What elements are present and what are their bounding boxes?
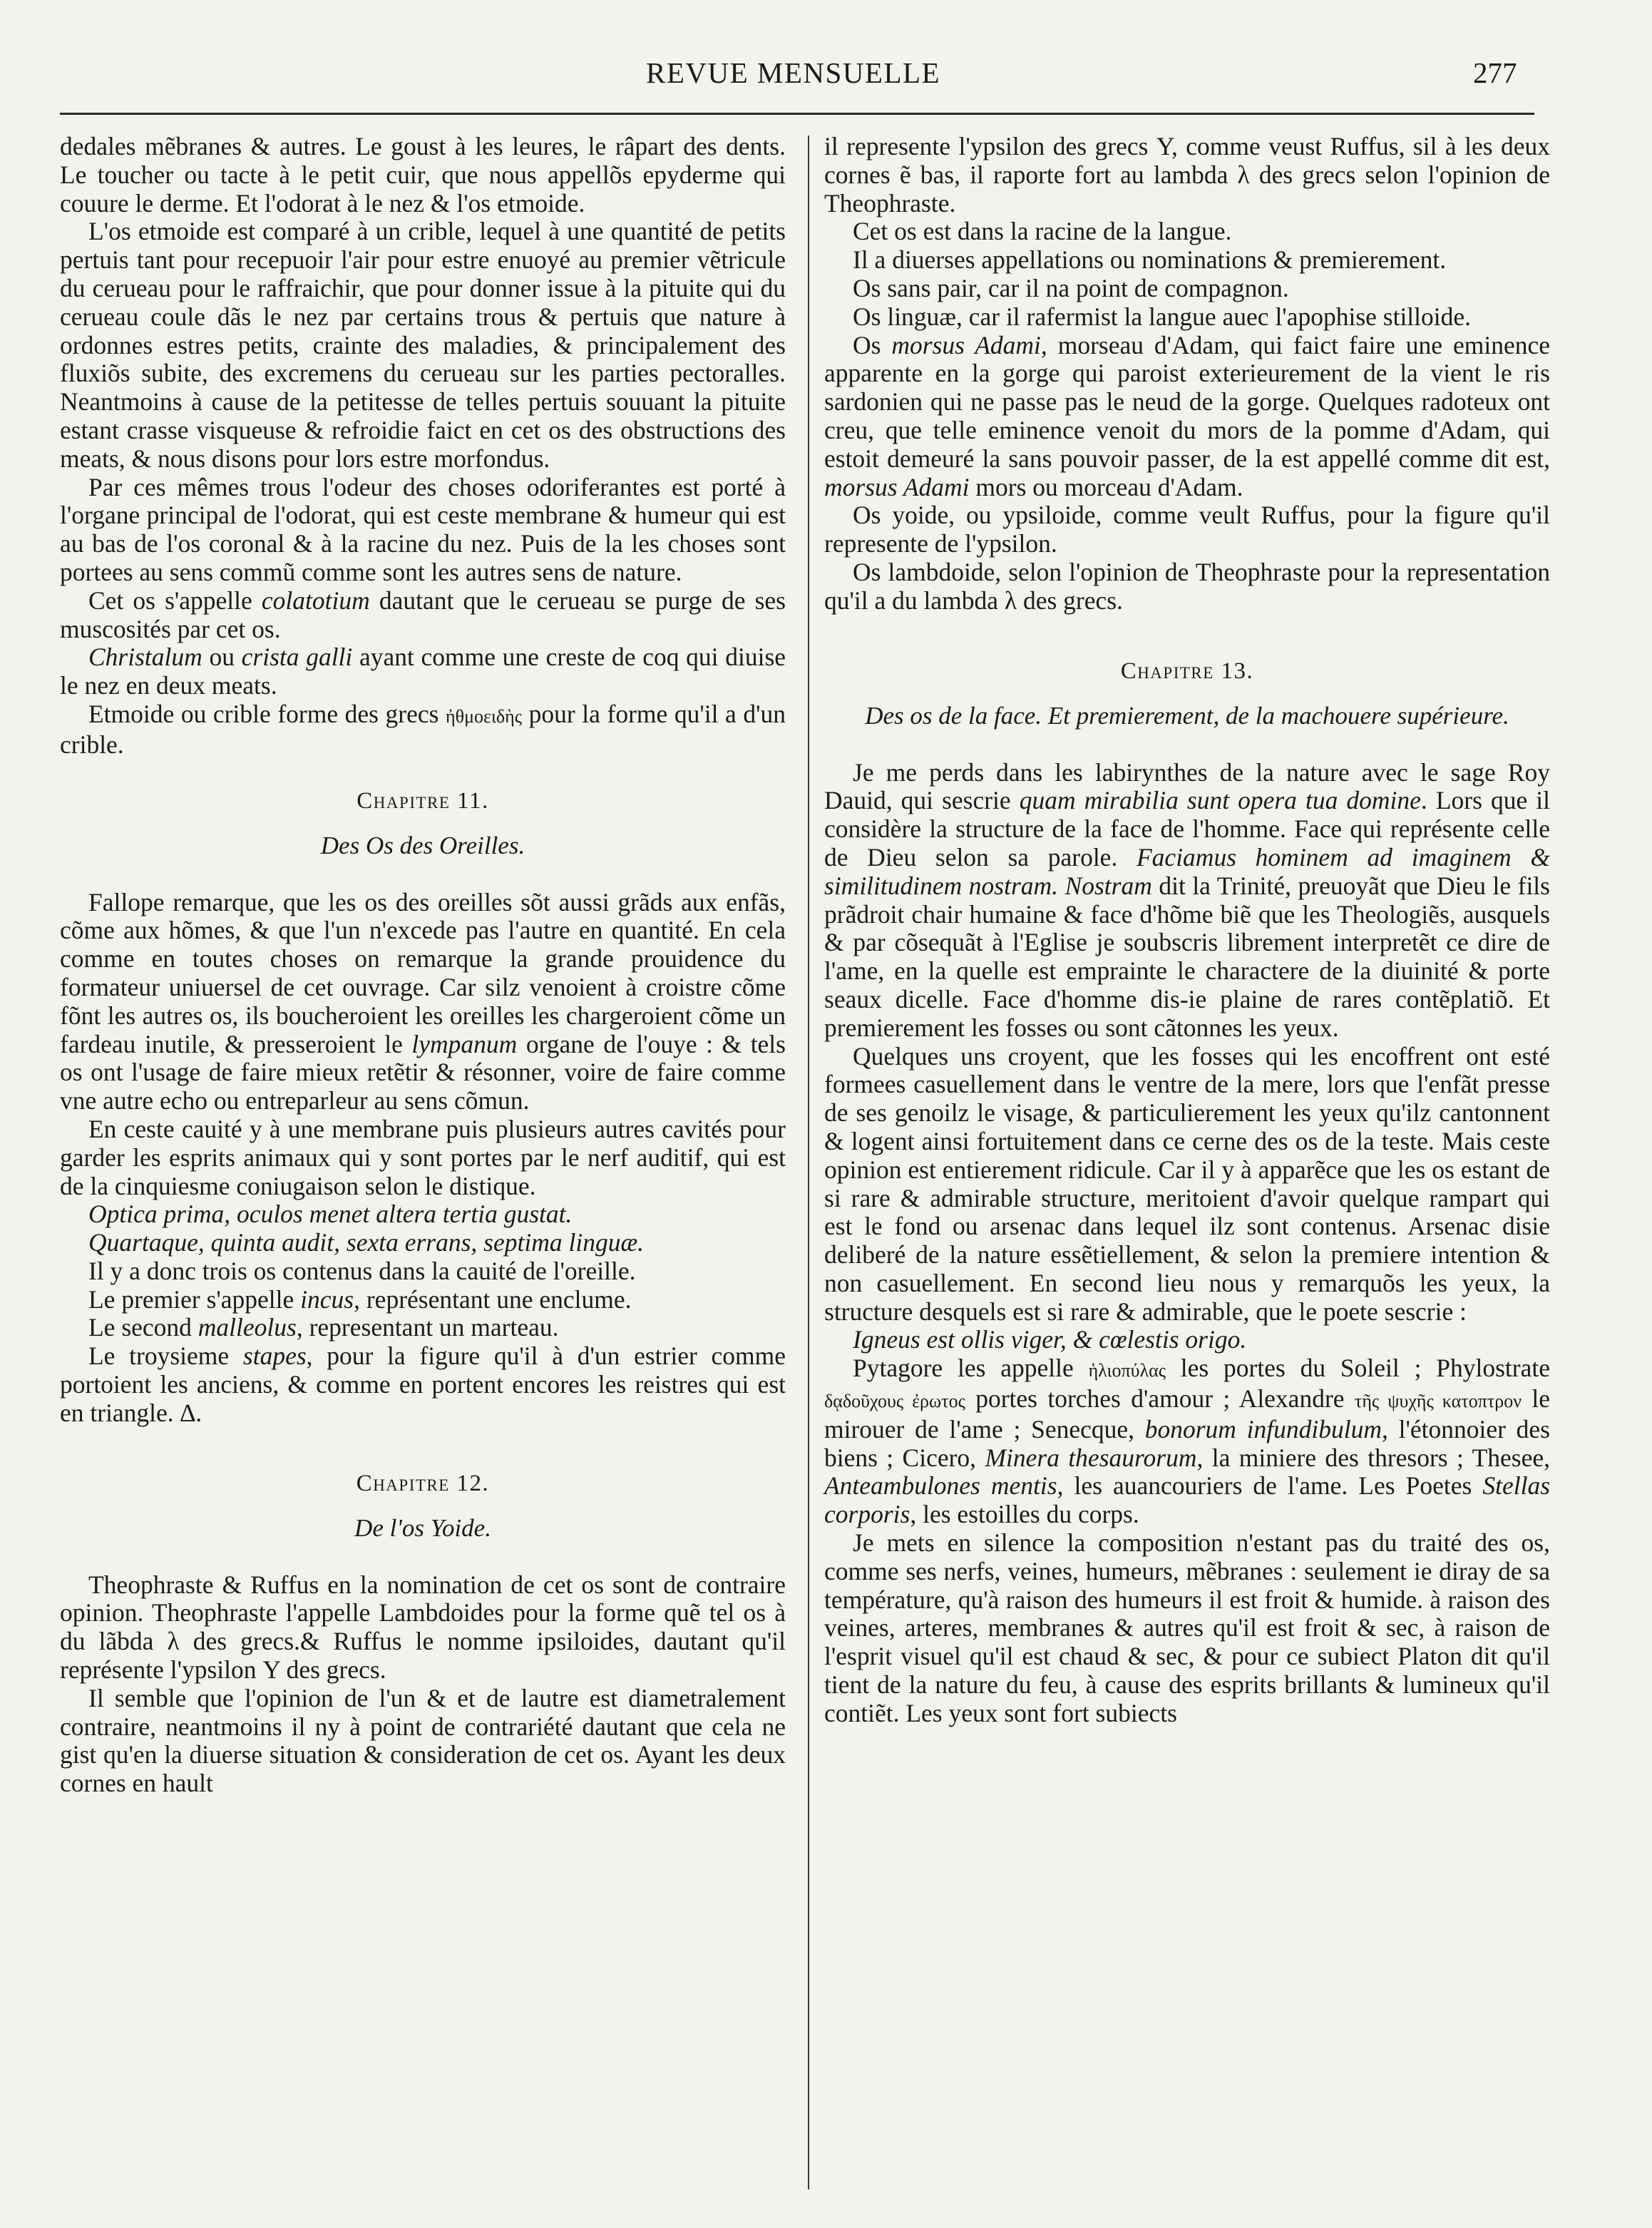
paragraph: Pytagore les appelle ἡλιοπύλας les portes du Soleil ; Phylostrate δᾳδοῦχους ἐρωτος portes torches d'amour ; Alexandre τῆς ψυχῆς κατοπτρον le mirouer de l'ame ; Senecque, bonorum infundibulum, l'étonnoier des biens ; Cicero, Minera thesaurorum, la miniere des thresors ; Thesee, Anteambulones mentis, les auancouriers de l'ame. Les Poetes Stellas corporis, les estoilles du corps. [824, 1354, 1551, 1529]
paragraph: Par ces mêmes trous l'odeur des choses odoriferantes est porté à l'organe principal de l'odorat, qui est ceste membrane & humeur qui est au bas de l'os coronal & à la racine du nez. Puis de la les choses sont portees au sens commũ comme sont les autres sens de nature. [60, 472, 786, 586]
right-column [824, 133, 1550, 1728]
paragraph: Os morsus Adami, morseau d'Adam, qui faict faire une eminence apparente en la gorge qui paroist exterieurement de la vient le ris sardonien qui ne passe pas le neud de la gorge. Quelques radoteux ont creu, que telle eminence venoit du mors de la pomme d'Adam, qui estoit demeuré la sans pouvoir passer, de la est appellé comme dit est, morsus Adami mors ou morceau d'Adam. [824, 330, 1550, 501]
paragraph: Il y a donc trois os contenus dans la cauité de l'oreille. [88, 1256, 636, 1285]
paragraph: Je mets en silence la composition n'estant pas du traité des os, comme ses nerfs, veines, humeurs, mẽbranes : seulement ie diray de sa température, qu'à raison des humeurs il est froit & humide. à raison des veines, arteres, membranes & autres qu'il est froit & sec, à raison de l'esprit visuel qu'il est chaud & sec, & pour ce subiect Platon dit qu'il tient de la nature du feu, à cause des esprits brillants & lumineux qu'il contiẽt. Les yeux sont fort subiects [824, 1528, 1550, 1727]
chapter-title: Des os de la face. Et premierement, de la machouere supérieure. [865, 701, 1509, 730]
paragraph: Cet os est dans la racine de la langue. [853, 217, 1232, 246]
verse-line: Quartaque, quinta audit, sexta errans, septima linguæ. [88, 1228, 645, 1257]
paragraph: Etmoide ou crible forme des grecs ἠθμοειδὴς pour la forme qu'il a d'un crible. [60, 699, 786, 759]
paragraph: Le second malleolus, representant un marteau. [88, 1313, 559, 1342]
paragraph: Theophraste & Ruffus en la nomination de cet os sont de contraire opinion. Theophraste l'appelle Lambdoides pour la forme quẽ tel os à du lãbda λ des grecs.& Ruffus le nomme ipsiloides, dautant qu'il représente l'ypsilon Υ des grecs. [60, 1570, 786, 1685]
paragraph: Il a diuerses appellations ou nominations & premierement. [853, 245, 1447, 275]
paragraph: Os lambdoide, selon l'opinion de Theophraste pour la representation qu'il a du lambda λ des grecs. [824, 557, 1550, 615]
header-rule [60, 113, 1534, 115]
chapter-heading: Chapitre 11. [356, 787, 489, 814]
running-head: REVUE MENSUELLE [646, 56, 941, 89]
paragraph: Fallope remarque, que les os des oreilles sõt aussi grãds aux enfãs, cõme aux hõmes, & que l'un n'excede pas l'autre en quantité. En cela comme en toutes choses on remarque la grande prouidence du formateur uniuersel de cet ouvrage. Car silz venoient à croistre cõme fõnt les autres os, ils boucheroient les oreilles les chargeroient cõme un fardeau inutile, & presseroient le lympanum organe de l'ouye : & tels os ont l'usage de faire mieux retẽtir & résonner, voire de faire comme vne autre echo ou entreparleur au sens cõmun. [60, 887, 786, 1115]
paragraph: dedales mẽbranes & autres. Le goust à les leures, le râpart des dents. Le toucher ou tacte à le petit cuir, que nous appellõs epyderme qui couure le derme. Et l'odorat à le nez & l'os etmoide. [60, 132, 786, 218]
verse-line: Optica prima, oculos menet altera tertia gustat. [88, 1200, 573, 1229]
paragraph: Le premier s'appelle incus, représentant une enclume. [88, 1284, 632, 1314]
chapter-title: Des Os des Oreilles. [320, 831, 525, 859]
paragraph: L'os etmoide est comparé à un crible, lequel à une quantité de petits pertuis tant pour recepuoir l'air pour estre enuoyé au premier vẽtricule du cerueau pour le raffraichir, que pour donner issue à la pituite qui du cerueau coule dãs le nez par certains trous & pertuis que nature à ordonnes estres petits, crainte des maladies, & principalement des fluxiõs subite, des excremens du cerueau sur les parties pectoralles. Neantmoins à cause de la petitesse de telles pertuis souuant la pituite estant crasse visqueuse & refroidie faict en cet os des obstructions des meats, & nous disons pour lors estre morfondus. [60, 217, 786, 473]
paragraph: Os yoide, ou ypsiloide, comme veult Ruffus, pour la figure qu'il represente de l'ypsilon. [824, 501, 1550, 558]
paragraph: Os linguæ, car il rafermist la langue auec l'apophise stilloide. [853, 302, 1472, 331]
paragraph: il represente l'ypsilon des grecs Υ, comme veust Ruffus, sil à les deux cornes ẽ bas, il raporte fort au lambda λ des grecs selon l'opinion de Theophraste. [824, 132, 1550, 218]
verse-line: Igneus est ollis viger, & cœlestis origo. [853, 1325, 1247, 1354]
paragraph: Je me perds dans les labirynthes de la nature avec le sage Roy Dauid, qui sescrie quam mirabilia sunt opera tua domine. Lors que il considère la structure de la face de l'homme. Face qui représente celle de Dieu selon sa parole. Faciamus hominem ad imaginem & similitudinem nostram. Nostram dit la Trinité, preuoyãt que Dieu le fils prãdroit chair humaine & face d'hõme biẽ que les Theologiẽs, ausquels & par cõsequãt à l'Eglise je soubscris librement interpretẽt ce dire de l'ame, en la quelle est emprainte le charactere de la diuinité & porte seaux dicelle. Face d'homme dis-ie plaine de rares contẽplatiõ. Et premierement les fosses ou sont cãtonnes les yeux. [824, 757, 1550, 1042]
chapter-title: De l'os Yoide. [354, 1513, 491, 1542]
left-column [60, 133, 786, 1798]
column-divider [808, 136, 809, 2189]
paragraph: Os sans pair, car il na point de compagnon. [853, 273, 1289, 302]
paragraph: Christalum ou crista galli ayant comme une creste de coq qui diuise le nez en deux meats. [60, 643, 786, 700]
page-number: 277 [1473, 56, 1517, 89]
chapter-heading: Chapitre 12. [356, 1470, 490, 1496]
paragraph: Il semble que l'opinion de l'un & et de lautre est diametralement contraire, neantmoins il ny à point de contrariété dautant que cela ne gist qu'en la diuerse situation & consideration de cet os. Ayant les deux cornes en hault [60, 1683, 786, 1798]
paragraph: Quelques uns croyent, que les fosses qui les encoffrent ont esté formees casuellement dans le ventre de la mere, lors que l'enfãt presse de ses genoilz le visage, & particulierement les yeux qu'ilz cantonnent & logent ainsi fortuitement dans ce cerne des os de la teste. Mais ceste opinion est entierement ridicule. Car il y à apparẽce que les os estant de si rare & admirable structure, meritoient d'avoir quelque rampart qui est le fond ou arsenac dans lequel ilz sont contenus. Arsenac disie deliberé de la nature essẽtiellement, & selon la premiere intention & non casuellement. En second lieu nous y remarquõs les yeux, la structure desquels est si rare & admirable, que le poete sescrie : [824, 1041, 1550, 1326]
paragraph: Le troysieme stapes, pour la figure qu'il à d'un estrier comme portoient les anciens, & comme en portent encores les reistres qui est en triangle. ∆. [60, 1342, 786, 1427]
paragraph: En ceste cauité y à une membrane puis plusieurs autres cavités pour garder les esprits animaux qui y sont portes par le nerf auditif, qui est de la cinquiesme coniugaison selon le distique. [60, 1114, 786, 1200]
chapter-heading: Chapitre 13. [1120, 658, 1254, 684]
paragraph: Cet os s'appelle colatotium dautant que le cerueau se purge de ses muscosités par cet os. [60, 586, 786, 643]
